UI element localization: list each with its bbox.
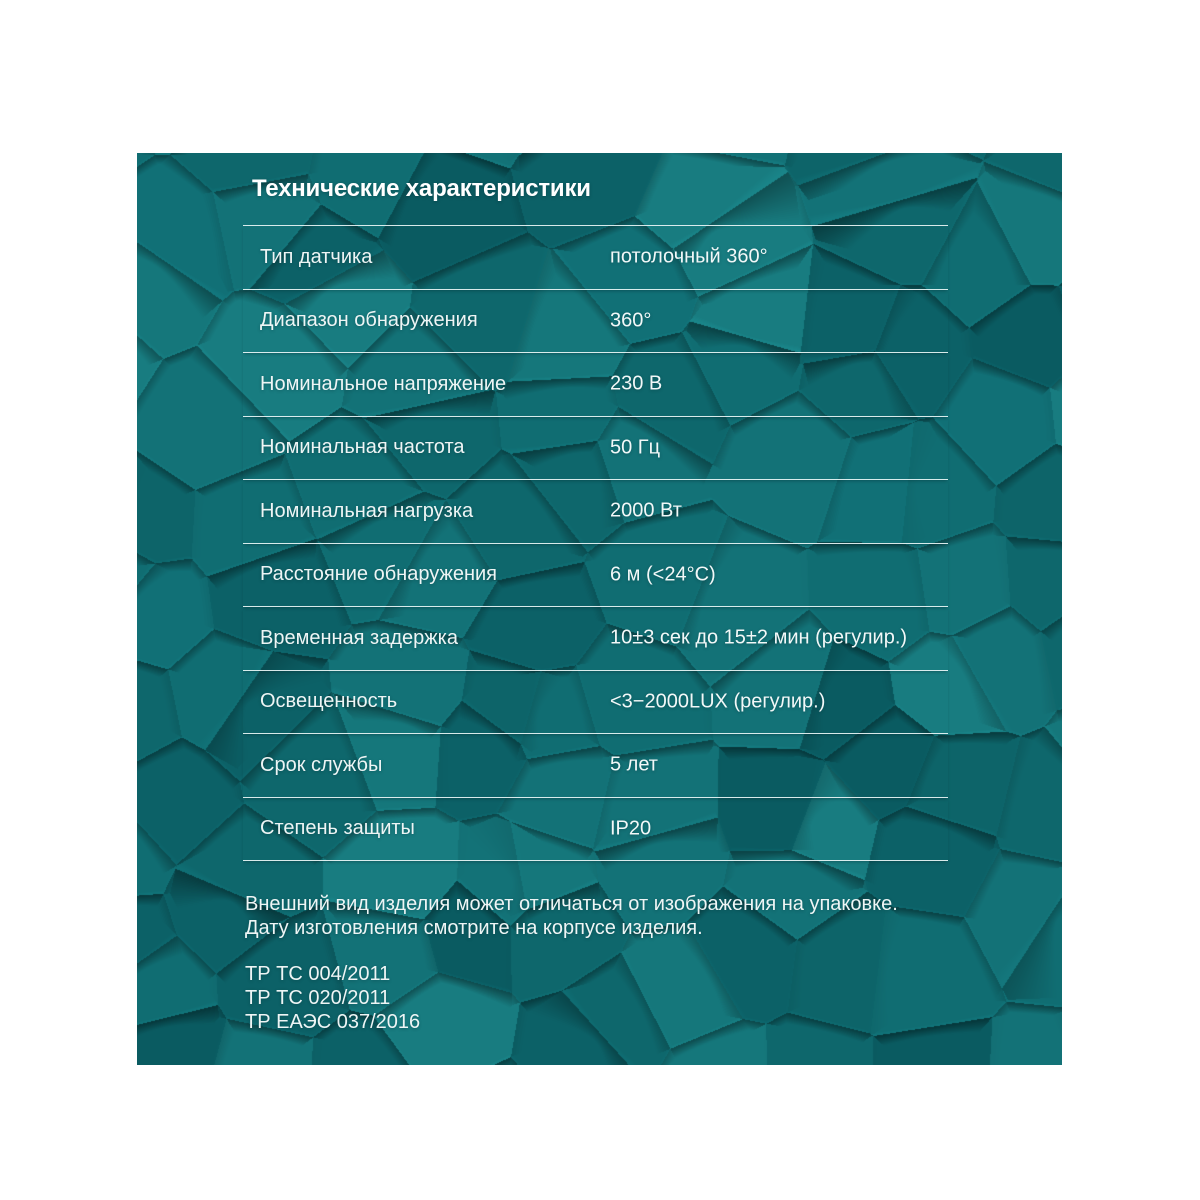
spec-panel: [137, 153, 1062, 1065]
spec-row: [243, 544, 948, 608]
spec-label: Тип датчика: [260, 245, 373, 268]
spec-value: 230 В: [610, 372, 663, 395]
spec-label: Диапазон обнаружения: [260, 309, 478, 332]
page-title: Технические характеристики: [252, 175, 591, 202]
disclaimer-line-1: Внешний вид изделия может отличаться от изображения на упаковке.: [245, 893, 898, 915]
spec-value: потолочный 360°: [610, 245, 768, 268]
spec-table: [243, 225, 948, 861]
certification-list: [245, 962, 420, 1034]
spec-row: [243, 480, 948, 544]
spec-row: [243, 671, 948, 735]
spec-label: Степень защиты: [260, 817, 415, 840]
spec-label: Освещенность: [260, 690, 398, 713]
spec-value: 2000 Вт: [610, 499, 682, 522]
spec-row: [243, 734, 948, 798]
spec-value: 5 лет: [610, 753, 658, 776]
spec-row: [243, 607, 948, 671]
disclaimer-note: [245, 892, 965, 940]
spec-value: 360°: [610, 309, 652, 332]
spec-row: [243, 417, 948, 481]
spec-row: [243, 353, 948, 417]
spec-value: IP20: [610, 817, 652, 840]
spec-value: <3−2000LUX (регулир.): [610, 690, 826, 713]
spec-row: [243, 798, 948, 862]
spec-row: [243, 226, 948, 290]
spec-label: Срок службы: [260, 753, 383, 776]
spec-value: 10±3 сек до 15±2 мин (регулир.): [610, 626, 908, 649]
panel-content: [137, 153, 1062, 1065]
certification-line: ТР ТС 004/2011: [245, 963, 391, 985]
spec-value: 50 Гц: [610, 436, 661, 459]
certification-line: ТР ЕАЭС 037/2016: [245, 1011, 421, 1033]
spec-label: Номинальное напряжение: [260, 372, 507, 395]
spec-label: Номинальная частота: [260, 436, 465, 459]
certification-line: ТР ТС 020/2011: [245, 987, 391, 1009]
spec-label: Временная задержка: [260, 626, 458, 649]
disclaimer-line-2: Дату изготовления смотрите на корпусе изделия.: [245, 917, 703, 939]
spec-label: Номинальная нагрузка: [260, 499, 474, 522]
spec-row: [243, 290, 948, 354]
spec-label: Расстояние обнаружения: [260, 563, 498, 586]
spec-value: 6 м (<24°С): [610, 563, 716, 586]
